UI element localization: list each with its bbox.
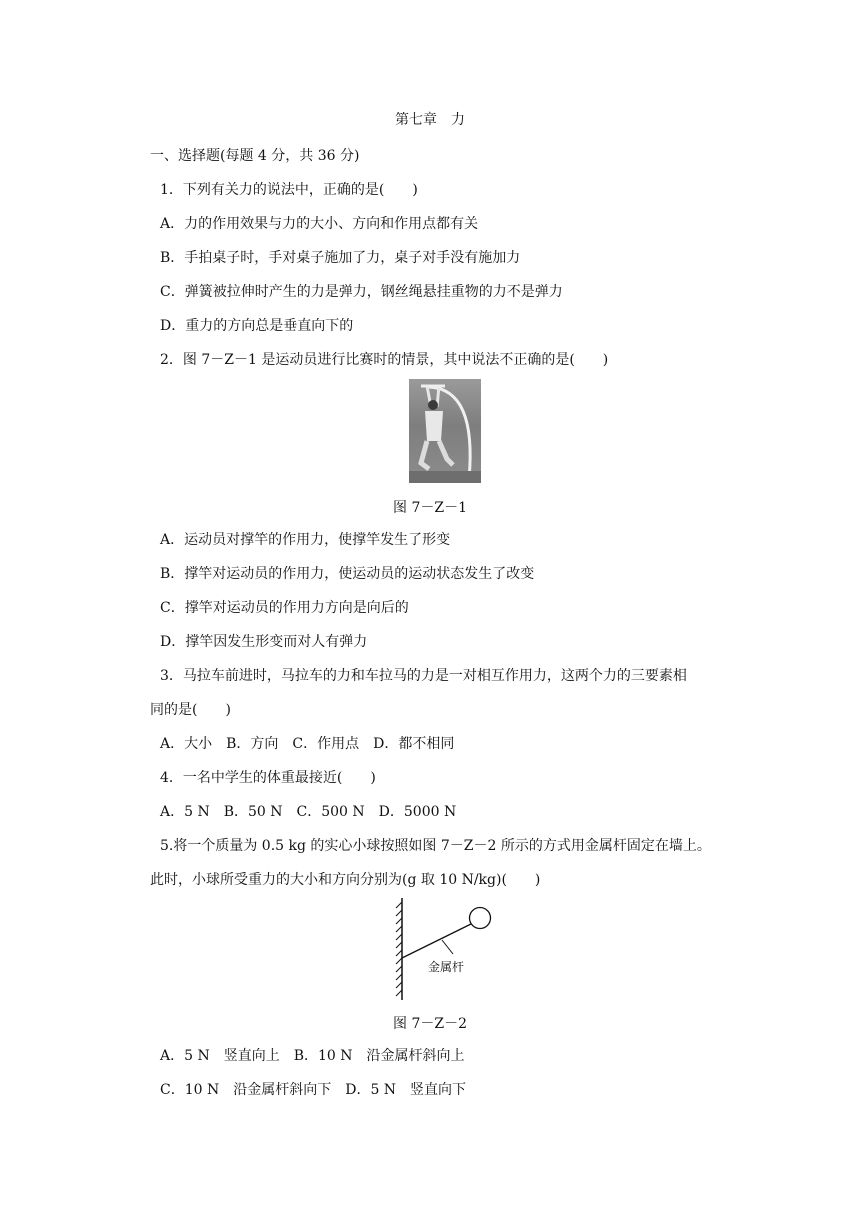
pole-vault-photo	[409, 379, 481, 483]
question-4-stem: 4．一名中学生的体重最接近( )	[160, 770, 376, 786]
question-1-option-c: C．弹簧被拉伸时产生的力是弹力，钢丝绳悬挂重物的力不是弹力	[160, 284, 563, 300]
question-2-option-a: A．运动员对撑竿的作用力，使撑竿发生了形变	[160, 532, 451, 548]
question-2-option-b: B．撑竿对运动员的作用力，使运动员的运动状态发生了改变	[160, 566, 535, 582]
question-1-option-b: B．手拍桌子时，手对桌子施加了力，桌子对手没有施加力	[160, 250, 521, 266]
question-1-option-d: D．重力的方向总是垂直向下的	[160, 318, 354, 334]
ball-rod-diagram	[388, 896, 498, 1001]
rod-label: 金属杆	[428, 960, 465, 974]
question-1-stem: 1．下列有关力的说法中，正确的是( )	[160, 182, 418, 198]
question-4-options: A．5 N B．50 N C．500 N D．5000 N	[160, 804, 457, 820]
question-3-options: A．大小 B．方向 C．作用点 D．都不相同	[160, 736, 455, 752]
question-1-option-a: A．力的作用效果与力的大小、方向和作用点都有关	[160, 216, 479, 232]
chapter-title: 第七章 力	[395, 112, 465, 128]
question-5-options-line2: C．10 N 沿金属杆斜向下 D．5 N 竖直向下	[160, 1082, 467, 1098]
section-heading: 一、选择题(每题 4 分，共 36 分)	[150, 148, 360, 164]
question-2-stem: 2．图 7－Z－1 是运动员进行比赛时的情景，其中说法不正确的是( )	[160, 352, 609, 368]
question-2-option-c: C．撑竿对运动员的作用力方向是向后的	[160, 600, 409, 616]
question-3-stem-line1: 3．马拉车前进时，马拉车的力和车拉马的力是一对相互作用力，这两个力的三要素相	[160, 668, 687, 684]
question-5-stem-line2: 此时，小球所受重力的大小和方向分别为(g 取 10 N/kg)( )	[150, 872, 541, 888]
question-3-stem-line2: 同的是( )	[150, 702, 231, 718]
question-5-stem-line1: 5.将一个质量为 0.5 kg 的实心小球按照如图 7－Z－2 所示的方式用金属杆固定在墙上。	[160, 838, 711, 854]
figure-caption-1: 图 7－Z－1	[393, 500, 467, 516]
question-5-options-line1: A．5 N 竖直向上 B．10 N 沿金属杆斜向上	[160, 1048, 465, 1064]
figure-caption-2: 图 7－Z－2	[393, 1016, 467, 1032]
question-2-option-d: D．撑竿因发生形变而对人有弹力	[160, 634, 368, 650]
